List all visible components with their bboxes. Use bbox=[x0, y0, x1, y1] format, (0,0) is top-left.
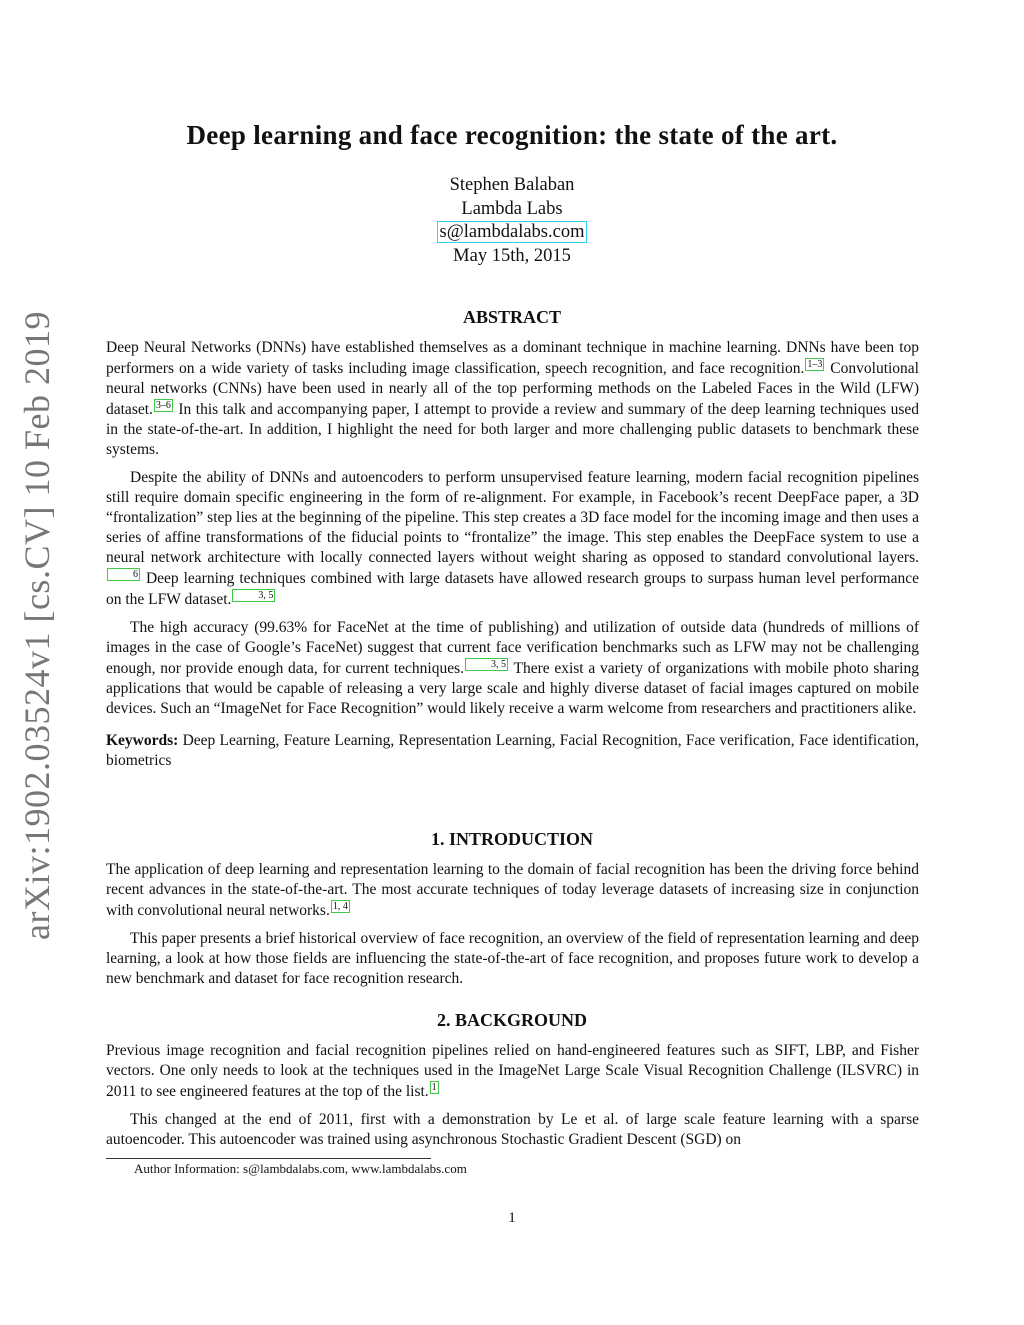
author-date: May 15th, 2015 bbox=[453, 245, 571, 266]
citation-link[interactable]: 6 bbox=[107, 568, 140, 581]
citation-link[interactable]: 1, 4 bbox=[332, 901, 348, 912]
introduction-heading: 1. INTRODUCTION bbox=[430, 829, 594, 849]
author-name: Stephen Balaban bbox=[449, 175, 575, 195]
background-body bbox=[106, 1041, 919, 1158]
paper-title: Deep learning and face recognition: the state of the art. bbox=[186, 120, 838, 150]
abstract-body bbox=[106, 338, 919, 779]
footnote-divider bbox=[106, 1158, 431, 1159]
citation-link[interactable]: 3, 5 bbox=[232, 589, 275, 602]
citation-link[interactable]: 3–6 bbox=[155, 400, 171, 411]
keywords-label: Keywords: bbox=[106, 732, 179, 749]
citation-link[interactable]: 3, 5 bbox=[465, 658, 508, 671]
background-paragraph-2: This changed at the end of 2011, first with a demonstration by Le et al. of large scale feature learning with a sparse autoencoder. This autoencoder was trained using asynchronous Stochastic Gradient Descent (SGD) on bbox=[106, 1111, 919, 1148]
citation-link[interactable]: 1–3 bbox=[807, 359, 823, 370]
introduction-paragraph-2: This paper presents a brief historical overview of face recognition, an overview of the field of representation learning and deep learning, a look at how those fields are influencing the state-of-the-art of face recognition, and proposes future work to develop a new benchmark and dataset for face recognition research. bbox=[106, 930, 919, 987]
abstract-paragraph-1: Deep Neural Networks (DNNs) have established themselves as a dominant technique in machine learning. DNNs have been top performers on a wide variety of tasks including image classification, speech recognition, and face recognition. 1–3 Convolutional neural networks (CNNs) have been used in nearly all of the top performing methods on the Labeled Faces in the Wild (LFW) dataset. 3–6 In this talk and accompanying paper, I attempt to provide a review and summary of the deep learning techniques used in the state-of-the-art. In addition, I highlight the need for both larger and more challenging public datasets to benchmark these systems. bbox=[106, 339, 919, 458]
keywords: Keywords: Deep Learning, Feature Learning, Representation Learning, Facial Recognition, Face verification, Face identification, biometrics bbox=[106, 732, 919, 769]
footnote: Author Information: s@lambdalabs.com, www.lambdalabs.com bbox=[134, 1161, 467, 1176]
author-block bbox=[0, 174, 1024, 268]
background-paragraph-1: Previous image recognition and facial recognition pipelines relied on hand-engineered features such as SIFT, LBP, and Fisher vectors. One only needs to look at the techniques used in the ImageNet Large Scale Visual Recognition Challenge (ILSVRC) in 2011 to see engineered features at the top of the list. 1 bbox=[106, 1042, 919, 1100]
background-heading: 2. BACKGROUND bbox=[436, 1010, 587, 1030]
introduction-body bbox=[106, 860, 919, 997]
page-number: 1 bbox=[508, 1210, 516, 1226]
author-affiliation: Lambda Labs bbox=[461, 198, 563, 219]
arxiv-sidebar-stamp: arXiv:1902.03524v1 [cs.CV] 10 Feb 2019 bbox=[17, 311, 57, 940]
introduction-paragraph-1: The application of deep learning and representation learning to the domain of facial recognition has been the driving force behind recent advances in the state-of-the-art. The most accurate techniques of today leverage datasets of increasing size in conjunction with convolutional neural networks. 1, 4 bbox=[106, 861, 919, 919]
abstract-heading: ABSTRACT bbox=[462, 307, 562, 327]
abstract-paragraph-2: Despite the ability of DNNs and autoencoders to perform unsupervised feature learning, modern facial recognition pipelines still require domain specific engineering in the form of re-alignment. For example, in Facebook’s recent DeepFace paper, a 3D “frontalization” step lies at the beginning of the pipeline. This step creates a 3D face model for the incoming image and then uses a series of affine transformations of the fiducial points to “frontalize” the image. This step enables the DeepFace system to use a neural network architecture with locally connected layers without weight sharing as opposed to standard convolutional layers.6 Deep learning techniques combined with large datasets have allowed research groups to surpass human level performance on the LFW dataset. 3, 5 bbox=[106, 469, 919, 608]
abstract-paragraph-3: The high accuracy (99.63% for FaceNet at the time of publishing) and utilization of outside data (hundreds of millions of images in the case of Google’s FaceNet) suggest that current face verification benchmarks such as LFW may not be challenging enough, nor provide enough data, for current techniques. 3, 5 There exist a variety of organizations with mobile photo sharing applications that would be capable of releasing a very large scale and highly diverse dataset of facial images captured on mobile devices. Such an “ImageNet for Face Recognition” would likely receive a warm welcome from researchers and practitioners alike. bbox=[106, 619, 919, 717]
citation-link[interactable]: 1 bbox=[431, 1082, 437, 1093]
author-email-link[interactable]: s@lambdalabs.com bbox=[437, 221, 588, 243]
